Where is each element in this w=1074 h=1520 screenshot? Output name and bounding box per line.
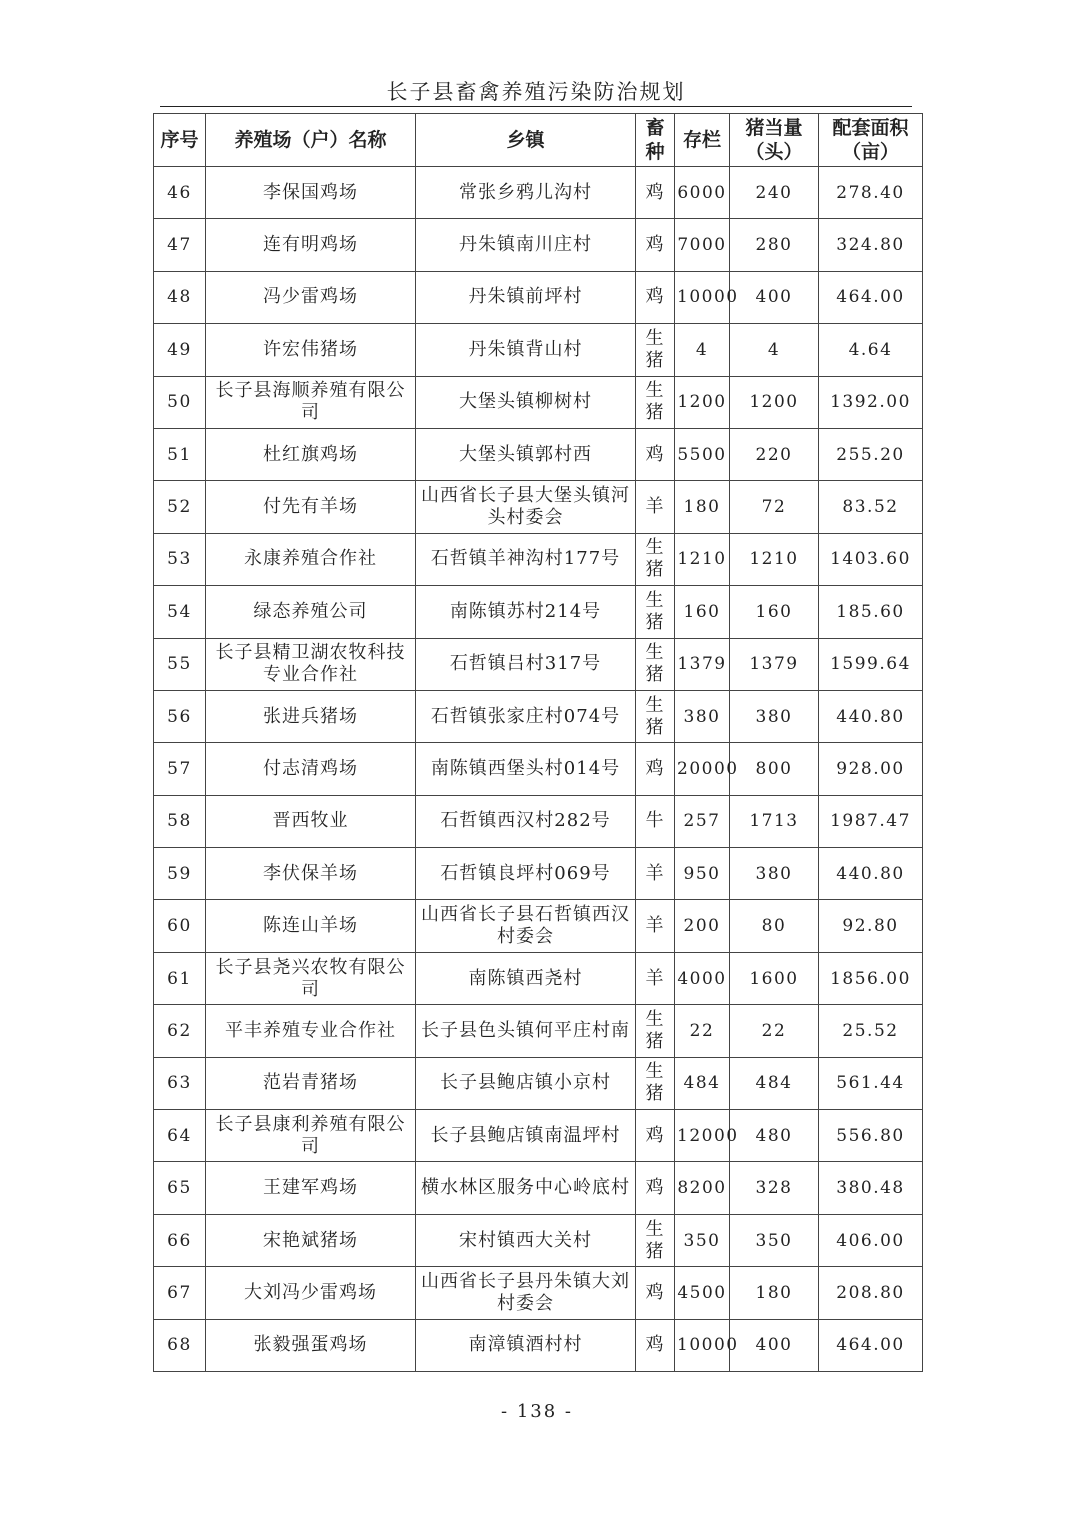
table-row: [154, 952, 923, 1004]
cell-index: 59: [154, 848, 206, 900]
cell-farm-name: 永康养殖合作社: [206, 533, 416, 585]
table-row: [154, 324, 923, 376]
cell-pig-equivalent: 400: [730, 271, 819, 323]
cell-matching-area: 83.52: [819, 481, 923, 533]
cell-farm-name: 平丰养殖专业合作社: [206, 1005, 416, 1057]
cell-township: 长子县鲍店镇南温坪村: [416, 1110, 636, 1162]
table-row: [154, 1057, 923, 1109]
cell-matching-area: 4.64: [819, 324, 923, 376]
cell-farm-name: 付先有羊场: [206, 481, 416, 533]
cell-pig-equivalent: 220: [730, 428, 819, 480]
cell-matching-area: 464.00: [819, 1319, 923, 1371]
cell-index: 49: [154, 324, 206, 376]
cell-index: 48: [154, 271, 206, 323]
cell-stock: 8200: [675, 1162, 730, 1214]
cell-matching-area: 440.80: [819, 690, 923, 742]
table-row: [154, 690, 923, 742]
cell-matching-area: 185.60: [819, 586, 923, 638]
col-header-farm-name: 养殖场（户）名称: [206, 114, 416, 167]
cell-pig-equivalent: 80: [730, 900, 819, 952]
cell-farm-name: 李保国鸡场: [206, 167, 416, 219]
cell-stock: 6000: [675, 167, 730, 219]
cell-matching-area: 1599.64: [819, 638, 923, 690]
cell-pig-equivalent: 380: [730, 690, 819, 742]
table-row: [154, 1267, 923, 1319]
cell-farm-name: 长子县精卫湖农牧科技专业合作社: [206, 638, 416, 690]
cell-index: 56: [154, 690, 206, 742]
cell-livestock: 生猪: [636, 324, 675, 376]
cell-township: 宋村镇西大关村: [416, 1214, 636, 1266]
cell-farm-name: 宋艳斌猪场: [206, 1214, 416, 1266]
cell-matching-area: 380.48: [819, 1162, 923, 1214]
cell-index: 66: [154, 1214, 206, 1266]
cell-livestock: 生猪: [636, 1214, 675, 1266]
table-row: [154, 271, 923, 323]
cell-pig-equivalent: 1600: [730, 952, 819, 1004]
cell-township: 长子县色头镇何平庄村南: [416, 1005, 636, 1057]
cell-stock: 484: [675, 1057, 730, 1109]
table-row: [154, 848, 923, 900]
cell-farm-name: 连有明鸡场: [206, 219, 416, 271]
cell-township: 石哲镇张家庄村074号: [416, 690, 636, 742]
table-row: [154, 1005, 923, 1057]
cell-pig-equivalent: 160: [730, 586, 819, 638]
cell-matching-area: 25.52: [819, 1005, 923, 1057]
cell-index: 67: [154, 1267, 206, 1319]
cell-livestock: 羊: [636, 848, 675, 900]
cell-livestock: 羊: [636, 952, 675, 1004]
cell-index: 65: [154, 1162, 206, 1214]
cell-township: 丹朱镇南川庄村: [416, 219, 636, 271]
cell-pig-equivalent: 280: [730, 219, 819, 271]
cell-livestock: 鸡: [636, 219, 675, 271]
cell-stock: 380: [675, 690, 730, 742]
cell-index: 62: [154, 1005, 206, 1057]
cell-township: 大堡头镇柳树村: [416, 376, 636, 428]
cell-farm-name: 长子县海顺养殖有限公司: [206, 376, 416, 428]
cell-stock: 1379: [675, 638, 730, 690]
cell-index: 54: [154, 586, 206, 638]
cell-livestock: 生猪: [636, 638, 675, 690]
cell-pig-equivalent: 4: [730, 324, 819, 376]
table-row: [154, 586, 923, 638]
cell-index: 46: [154, 167, 206, 219]
cell-matching-area: 1403.60: [819, 533, 923, 585]
cell-livestock: 鸡: [636, 1267, 675, 1319]
cell-index: 57: [154, 743, 206, 795]
cell-matching-area: 406.00: [819, 1214, 923, 1266]
cell-matching-area: 208.80: [819, 1267, 923, 1319]
cell-livestock: 牛: [636, 795, 675, 847]
cell-township: 山西省长子县大堡头镇河头村委会: [416, 481, 636, 533]
cell-township: 长子县鲍店镇小京村: [416, 1057, 636, 1109]
cell-stock: 20000: [675, 743, 730, 795]
cell-livestock: 鸡: [636, 271, 675, 323]
cell-pig-equivalent: 1210: [730, 533, 819, 585]
cell-stock: 200: [675, 900, 730, 952]
cell-matching-area: 1856.00: [819, 952, 923, 1004]
cell-township: 丹朱镇前坪村: [416, 271, 636, 323]
cell-farm-name: 陈连山羊场: [206, 900, 416, 952]
cell-farm-name: 大刘冯少雷鸡场: [206, 1267, 416, 1319]
cell-index: 68: [154, 1319, 206, 1371]
cell-index: 60: [154, 900, 206, 952]
cell-farm-name: 长子县尧兴农牧有限公司: [206, 952, 416, 1004]
cell-matching-area: 561.44: [819, 1057, 923, 1109]
cell-stock: 350: [675, 1214, 730, 1266]
cell-farm-name: 绿态养殖公司: [206, 586, 416, 638]
cell-township: 石哲镇吕村317号: [416, 638, 636, 690]
cell-index: 50: [154, 376, 206, 428]
cell-pig-equivalent: 72: [730, 481, 819, 533]
cell-township: 山西省长子县石哲镇西汉村委会: [416, 900, 636, 952]
cell-stock: 7000: [675, 219, 730, 271]
table-body: [154, 167, 923, 1372]
cell-pig-equivalent: 484: [730, 1057, 819, 1109]
cell-index: 58: [154, 795, 206, 847]
cell-pig-equivalent: 380: [730, 848, 819, 900]
cell-pig-equivalent: 328: [730, 1162, 819, 1214]
cell-township: 常张乡鸦儿沟村: [416, 167, 636, 219]
cell-pig-equivalent: 1379: [730, 638, 819, 690]
cell-livestock: 羊: [636, 481, 675, 533]
table-row: [154, 1162, 923, 1214]
cell-matching-area: 1392.00: [819, 376, 923, 428]
cell-livestock: 羊: [636, 900, 675, 952]
cell-livestock: 生猪: [636, 1005, 675, 1057]
cell-township: 石哲镇良坪村069号: [416, 848, 636, 900]
cell-livestock: 鸡: [636, 1110, 675, 1162]
cell-pig-equivalent: 480: [730, 1110, 819, 1162]
cell-stock: 4000: [675, 952, 730, 1004]
cell-stock: 257: [675, 795, 730, 847]
table-row: [154, 1110, 923, 1162]
cell-livestock: 生猪: [636, 690, 675, 742]
cell-township: 南漳镇酒村村: [416, 1319, 636, 1371]
cell-stock: 5500: [675, 428, 730, 480]
cell-index: 52: [154, 481, 206, 533]
cell-township: 南陈镇西堡头村014号: [416, 743, 636, 795]
cell-livestock: 鸡: [636, 167, 675, 219]
cell-township: 石哲镇羊神沟村177号: [416, 533, 636, 585]
cell-stock: 22: [675, 1005, 730, 1057]
cell-farm-name: 冯少雷鸡场: [206, 271, 416, 323]
col-header-pig-equivalent: 猪当量（头）: [730, 114, 819, 167]
cell-farm-name: 范岩青猪场: [206, 1057, 416, 1109]
cell-stock: 12000: [675, 1110, 730, 1162]
cell-farm-name: 长子县康利养殖有限公司: [206, 1110, 416, 1162]
cell-livestock: 生猪: [636, 586, 675, 638]
table-header-row: [154, 114, 923, 167]
cell-matching-area: 464.00: [819, 271, 923, 323]
cell-index: 51: [154, 428, 206, 480]
cell-matching-area: 556.80: [819, 1110, 923, 1162]
cell-farm-name: 王建军鸡场: [206, 1162, 416, 1214]
cell-stock: 160: [675, 586, 730, 638]
cell-index: 61: [154, 952, 206, 1004]
cell-pig-equivalent: 800: [730, 743, 819, 795]
cell-livestock: 生猪: [636, 1057, 675, 1109]
farm-table: [153, 113, 923, 1372]
table-row: [154, 1214, 923, 1266]
cell-farm-name: 张进兵猪场: [206, 690, 416, 742]
cell-stock: 950: [675, 848, 730, 900]
cell-township: 丹朱镇背山村: [416, 324, 636, 376]
cell-pig-equivalent: 240: [730, 167, 819, 219]
cell-pig-equivalent: 400: [730, 1319, 819, 1371]
cell-pig-equivalent: 180: [730, 1267, 819, 1319]
cell-matching-area: 278.40: [819, 167, 923, 219]
cell-index: 55: [154, 638, 206, 690]
cell-township: 横水林区服务中心岭底村: [416, 1162, 636, 1214]
cell-township: 南陈镇西尧村: [416, 952, 636, 1004]
cell-livestock: 鸡: [636, 1319, 675, 1371]
cell-pig-equivalent: 1200: [730, 376, 819, 428]
cell-stock: 4500: [675, 1267, 730, 1319]
cell-livestock: 生猪: [636, 376, 675, 428]
table-row: [154, 1319, 923, 1371]
table-row: [154, 481, 923, 533]
col-header-index: 序号: [154, 114, 206, 167]
cell-township: 南陈镇苏村214号: [416, 586, 636, 638]
cell-stock: 1200: [675, 376, 730, 428]
col-header-stock: 存栏: [675, 114, 730, 167]
cell-pig-equivalent: 350: [730, 1214, 819, 1266]
cell-farm-name: 晋西牧业: [206, 795, 416, 847]
cell-matching-area: 324.80: [819, 219, 923, 271]
cell-stock: 180: [675, 481, 730, 533]
cell-farm-name: 许宏伟猪场: [206, 324, 416, 376]
cell-farm-name: 李伏保羊场: [206, 848, 416, 900]
cell-livestock: 鸡: [636, 428, 675, 480]
cell-index: 63: [154, 1057, 206, 1109]
cell-stock: 4: [675, 324, 730, 376]
table-row: [154, 167, 923, 219]
cell-township: 山西省长子县丹朱镇大刘村委会: [416, 1267, 636, 1319]
cell-index: 53: [154, 533, 206, 585]
cell-matching-area: 255.20: [819, 428, 923, 480]
col-header-livestock: 畜种: [636, 114, 675, 167]
cell-township: 大堡头镇郭村西: [416, 428, 636, 480]
cell-pig-equivalent: 22: [730, 1005, 819, 1057]
cell-matching-area: 928.00: [819, 743, 923, 795]
page-number: - 138 -: [501, 1401, 573, 1422]
table-row: [154, 900, 923, 952]
cell-stock: 10000: [675, 271, 730, 323]
cell-livestock: 鸡: [636, 743, 675, 795]
table-row: [154, 219, 923, 271]
cell-livestock: 鸡: [636, 1162, 675, 1214]
table-row: [154, 743, 923, 795]
table-row: [154, 376, 923, 428]
table-row: [154, 795, 923, 847]
cell-index: 47: [154, 219, 206, 271]
cell-township: 石哲镇西汉村282号: [416, 795, 636, 847]
table-row: [154, 428, 923, 480]
cell-stock: 1210: [675, 533, 730, 585]
cell-livestock: 生猪: [636, 533, 675, 585]
cell-matching-area: 1987.47: [819, 795, 923, 847]
cell-farm-name: 付志清鸡场: [206, 743, 416, 795]
cell-stock: 10000: [675, 1319, 730, 1371]
cell-farm-name: 杜红旗鸡场: [206, 428, 416, 480]
col-header-township: 乡镇: [416, 114, 636, 167]
table-row: [154, 533, 923, 585]
cell-farm-name: 张毅强蛋鸡场: [206, 1319, 416, 1371]
cell-pig-equivalent: 1713: [730, 795, 819, 847]
header-divider: [160, 106, 912, 107]
cell-index: 64: [154, 1110, 206, 1162]
col-header-matching-area: 配套面积（亩）: [819, 114, 923, 167]
table-row: [154, 638, 923, 690]
page-header-title: 长子县畜禽养殖污染防治规划: [386, 80, 686, 104]
cell-matching-area: 92.80: [819, 900, 923, 952]
cell-matching-area: 440.80: [819, 848, 923, 900]
